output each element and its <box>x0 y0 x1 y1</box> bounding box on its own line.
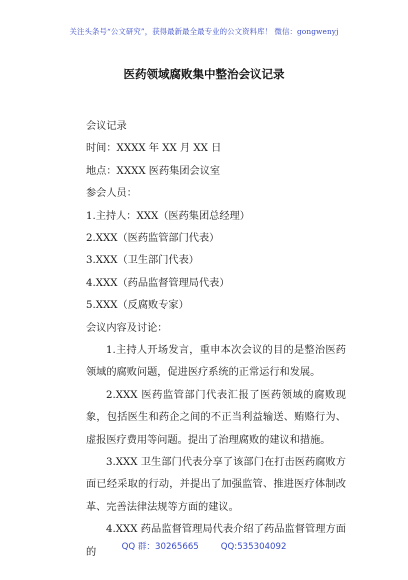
paragraph-2: 2.XXX 医药监管部门代表汇报了医药领域的腐败现象，包括医生和药企之间的不正当利益输送、贿赂行为、虚报医疗费用等问题。提出了治理腐败的建议和措施。 <box>86 389 346 446</box>
line-attendee-2: 2.XXX（医药监管部门代表） <box>86 232 220 244</box>
paragraph-3: 3.XXX 卫生部门代表分享了该部门在打击医药腐败方面已经采取的行动，并提出了加强监管、推进医疗体制改革、完善法律法规等方面的建议。 <box>86 456 346 513</box>
line-attendee-3: 3.XXX（卫生部门代表） <box>86 255 199 267</box>
header-note: 关注头条号“公文研究”，获得最新最全最专业的公文资料库！ 微信：gongwenyj <box>69 27 339 36</box>
line-time: 时间：XXXX 年 XX 月 XX 日 <box>86 143 222 155</box>
footer-qq-number: QQ:535304092 <box>220 542 287 552</box>
page-title: 医药领域腐败集中整治会议记录 <box>123 67 285 81</box>
line-attendee-4: 4.XXX（药品监督管理局代表） <box>86 277 230 289</box>
line-attendee-1: 1.主持人：XXX（医药集团总经理） <box>86 210 250 222</box>
line-attendee-5: 5.XXX（反腐败专家） <box>86 300 189 312</box>
line-location: 地点：XXXX 医药集团会议室 <box>86 165 221 177</box>
line-discussion-label: 会议内容及讨论： <box>86 322 168 334</box>
footer-contact <box>0 540 408 552</box>
paragraph-1: 1.主持人开场发言，重申本次会议的目的是整治医药领域的腐败问题，促进医疗系统的正常运行和发展。 <box>86 344 346 379</box>
document-body <box>86 116 346 564</box>
line-attendees-label: 参会人员： <box>86 188 137 200</box>
line-record-label: 会议记录 <box>86 121 127 132</box>
footer-qq-group: QQ 群：30265665 <box>121 542 199 552</box>
paragraph-4: 4.XXX 药品监督管理局代表介绍了药品监督管理方面的 <box>86 524 346 558</box>
